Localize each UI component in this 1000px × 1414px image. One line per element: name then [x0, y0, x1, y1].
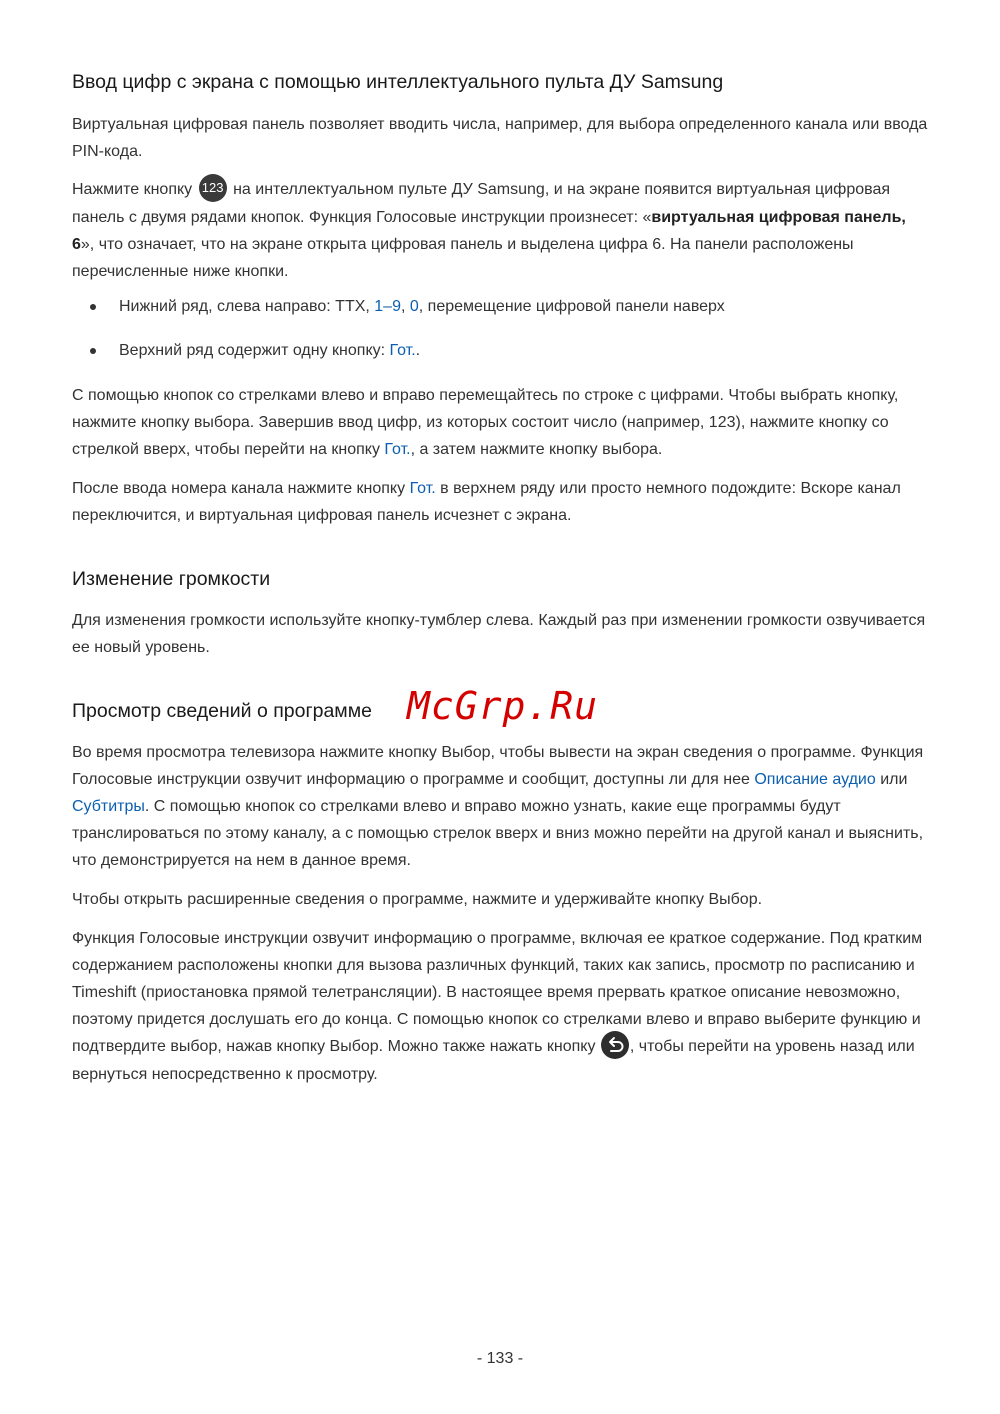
bullet-dot — [90, 304, 96, 310]
digit-0-label: 0 — [409, 298, 419, 315]
after-channel-text: После ввода номера канала нажмите кнопку — [72, 480, 410, 497]
section-heading-digit-input: Ввод цифр с экрана с помощью интеллектуального пульта ДУ Samsung — [72, 71, 724, 93]
paragraph-after-channel — [72, 475, 932, 529]
arrow-navigation-text: С помощью кнопок со стрелками влево и вправо перемещайтесь по строке с цифрами. Чтобы выбрать кнопку, нажмите кнопку выбора. Завершив ввод цифр, из которых состоит число (например, 123), нажмите кнопку со стрелкой вверх, чтобы перейти на кнопку — [72, 387, 899, 458]
text-panel-opened: », что означает, что на экране открыта цифровая панель и выделена цифра 6. На панели расположены перечисленные ниже кнопки. — [72, 236, 854, 280]
panel-buttons-list — [72, 293, 932, 364]
bottom-row-end: , перемещение цифровой панели наверх — [418, 298, 725, 315]
section-heading-volume: Изменение громкости — [72, 568, 271, 590]
digits-1-9-label: 1–9 — [374, 298, 401, 315]
program-info-mid: или — [875, 771, 908, 788]
audio-description-label: Описание аудио — [754, 771, 876, 788]
paragraph-virtual-panel: Виртуальная цифровая панель позволяет вводить числа, например, для выбора определенного канала или ввода PIN-кода. — [72, 116, 928, 160]
watermark-logo: McGrp.Ru — [407, 684, 599, 728]
bullet-dot — [90, 348, 96, 354]
text-press-button: Нажмите кнопку — [72, 181, 193, 199]
program-info-text: Во время просмотра телевизора нажмите кнопку Выбор, чтобы вывести на экран сведения о программе. Функция Голосовые инструкции озвучит информацию о программе и сообщит, доступны ли для нее — [72, 744, 924, 788]
subtitles-label: Субтитры — [72, 798, 145, 815]
summary-text: Функция Голосовые инструкции озвучит информацию о программе, включая ее краткое содержание. Под кратким содержанием расположены кнопки для вызова различных функций, таких как запись, просмотр по расписанию и Timeshift (приостановка прямой телетрансляции). В настоящее время прервать краткое описание невозможно, поэтому придется дослушать его до конца. С помощью кнопок со стрелками влево и вправо выберите функцию и подтвердите выбор, нажав кнопку Выбор. Можно также нажать кнопку — [72, 930, 923, 1056]
arrow-navigation-end: , а затем нажмите кнопку выбора. — [410, 441, 663, 458]
section-heading-program-info: Просмотр сведений о программе — [72, 700, 372, 722]
program-info-end: . С помощью кнопок со стрелками влево и вправо можно узнать, какие еще программы будут транслироваться по этому каналу, а с помощью стрелок вверх и вниз можно перейти на другой канал и выяснить, что демонстрируется на нем в данное время. — [72, 798, 924, 869]
list-item-bottom-row — [72, 293, 932, 320]
voice-guide-quote: виртуальная цифровая панель, 6 — [72, 209, 906, 253]
list-item-top-row — [72, 337, 932, 364]
page-number: - 133 - — [476, 1350, 524, 1367]
done-button-label: Гот. — [384, 441, 411, 458]
text-on-remote: на интеллектуальном пульте ДУ Samsung, и на экране появится виртуальная цифровая панель с двумя рядами кнопок. Функция Голосовые инструкции произнесет: « — [72, 181, 890, 226]
done-button-label: Гот. — [409, 480, 436, 497]
separator: , — [400, 298, 410, 315]
paragraph-press-123 — [72, 176, 932, 285]
paragraph-program-info — [72, 739, 932, 874]
numeric-123-icon: 123 — [199, 174, 227, 202]
summary-end: , чтобы перейти на уровень назад или вернуться непосредственно к просмотру. — [72, 1038, 915, 1083]
paragraph-arrow-navigation — [72, 382, 932, 463]
paragraph-voice-guide-summary — [72, 925, 932, 1088]
top-row-text: Верхний ряд содержит одну кнопку: — [119, 342, 390, 359]
bottom-row-text: Нижний ряд, слева направо: TTX, — [119, 298, 375, 315]
after-channel-end: в верхнем ряду или просто немного подождите: Вскоре канал переключится, и виртуальная цифровая панель исчезнет с экрана. — [72, 480, 901, 524]
top-row-end: . — [415, 342, 421, 359]
done-button-label: Гот. — [389, 342, 416, 359]
paragraph-volume: Для изменения громкости используйте кнопку-тумблер слева. Каждый раз при изменении громкости озвучивается ее новый уровень. — [72, 612, 926, 656]
paragraph-extended-info: Чтобы открыть расширенные сведения о программе, нажмите и удерживайте кнопку Выбор. — [72, 891, 763, 908]
back-icon — [601, 1031, 629, 1059]
